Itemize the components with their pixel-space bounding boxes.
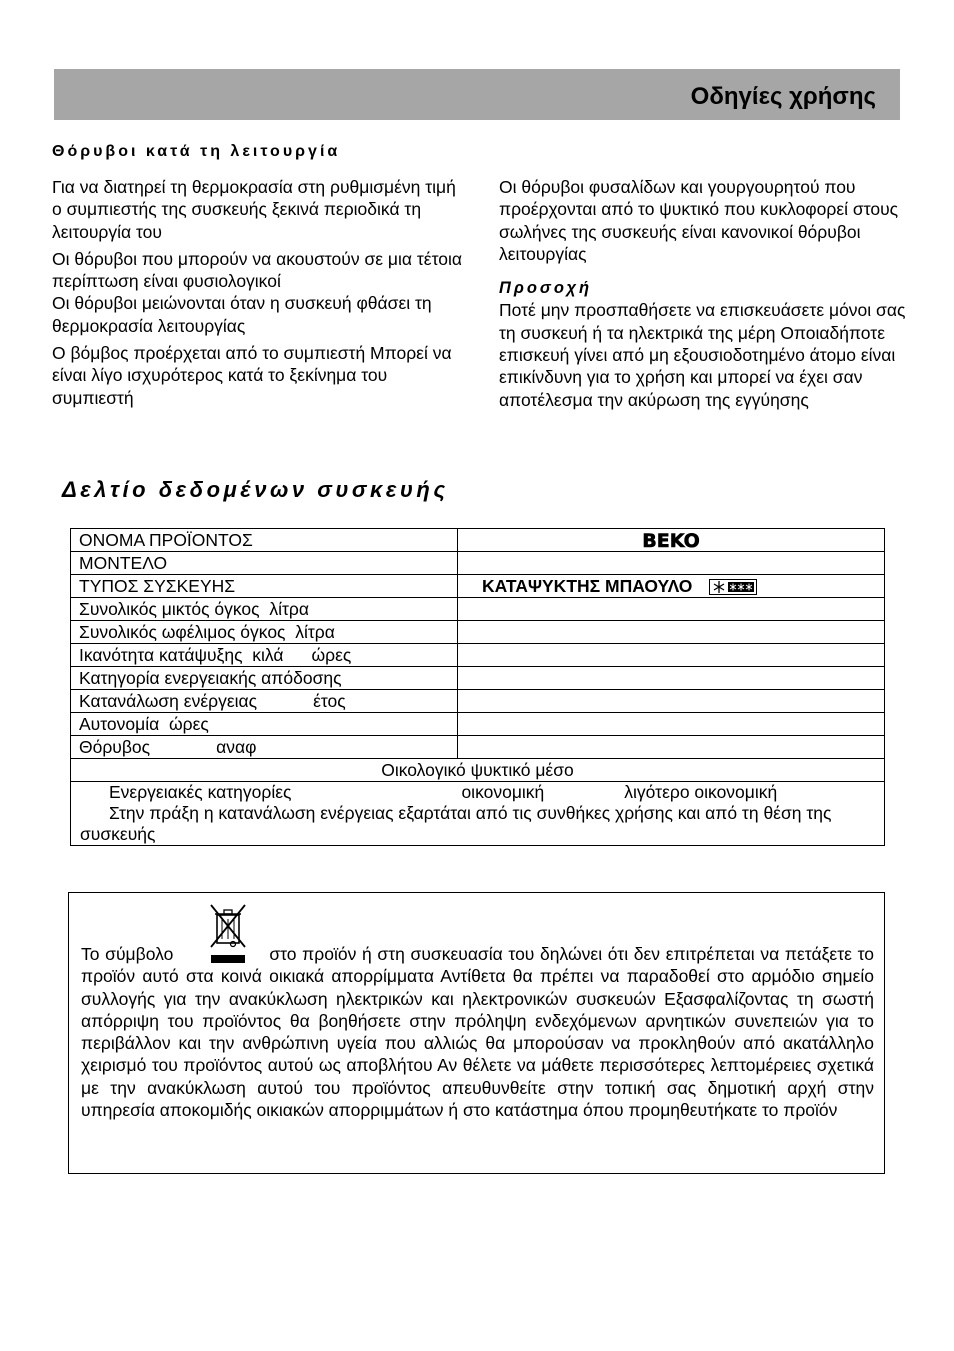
energy-categories-line <box>80 782 876 803</box>
model-value <box>458 552 885 575</box>
table-row <box>71 575 885 598</box>
freezing-capacity-value <box>458 644 885 667</box>
noise-value <box>458 736 885 759</box>
brand-logo-cell <box>458 529 885 552</box>
autonomy-label: Αυτονομία ώρες <box>71 713 458 736</box>
economical-label: οικονομική <box>461 782 545 802</box>
noise-right-paragraph: Οι θόρυβοι φυσαλίδων και γουργουρητού που προέρχονται από το ψυκτικό που κυκλοφορεί στους σωλήνες της συσκευής είναι κανονικοί θόρυβοι λειτουργίας <box>499 177 899 264</box>
table-row <box>71 690 885 713</box>
table-row <box>71 782 885 846</box>
header-bar <box>54 69 900 120</box>
noise-paragraph-1: Για να διατηρεί τη θερμοκρασία στη ρυθμισμένη τιμή ο συμπιεστής της συσκευής ξεκινά περιοδικά τη λειτουργία του <box>52 177 456 242</box>
noise-label: Θόρυβος αναφ <box>71 736 458 759</box>
table-row <box>71 713 885 736</box>
energy-class-value <box>458 667 885 690</box>
page-title: Οδηγίες χρήσης <box>690 83 876 110</box>
product-name-label: ΟΝΟΜΑ ΠΡΟΪΟΝΤΟΣ <box>71 529 458 552</box>
noise-section-heading: Θόρυβοι κατά τη λειτουργία <box>52 143 341 160</box>
table-row <box>71 621 885 644</box>
energy-consumption-value <box>458 690 885 713</box>
energy-consumption-label: Κατανάλωση ενέργειας έτος <box>71 690 458 713</box>
noise-paragraph-2b: Οι θόρυβοι μειώνονται όταν η συσκευή φθάσει τη θερμοκρασία λειτουργίας <box>52 293 432 336</box>
beko-logo-icon <box>629 530 713 550</box>
model-label: ΜΟΝΤΕΛΟ <box>71 552 458 575</box>
recycling-notice-box <box>68 892 885 1174</box>
noise-right-column <box>499 176 909 411</box>
table-row <box>71 759 885 782</box>
noise-paragraph-3: Ο βόμβος προέρχεται από το συμπιεστή Μπορεί να είναι λίγο ισχυρότερος κατά το ξεκίνημα του συμπιεστή <box>52 343 452 408</box>
refrigerant-label: Οικολογικό ψυκτικό μέσο <box>71 759 885 782</box>
table-row <box>71 736 885 759</box>
energy-notes-cell <box>71 782 885 846</box>
energy-categories-label: Ενεργειακές κατηγορίες <box>109 782 292 802</box>
type-value-cell <box>458 575 885 598</box>
practice-note: Στην πράξη η κατανάλωση ενέργειας εξαρτάται από τις συνθήκες χρήσης και από τη θέση της συσκευής <box>80 803 832 844</box>
type-label: ΤΥΠΟΣ ΣΥΣΚΕΥΗΣ <box>71 575 458 598</box>
gross-volume-value <box>458 598 885 621</box>
datasheet-title: Δελτίο δεδομένων συσκευής <box>62 477 449 502</box>
datasheet-table <box>70 528 885 846</box>
noise-left-column <box>52 176 462 409</box>
caution-heading: Προσοχή <box>499 279 593 298</box>
noise-paragraph-2a: Οι θόρυβοι που μπορούν να ακουστούν σε μια τέτοια περίπτωση είναι φυσιολογικοί <box>52 248 463 292</box>
net-volume-value <box>458 621 885 644</box>
net-volume-label: Συνολικός ωφέλιμος όγκος λίτρα <box>71 621 458 644</box>
type-value: ΚΑΤΑΨΥΚΤΗΣ ΜΠΑΟΥΛΟ <box>482 575 693 596</box>
table-row <box>71 598 885 621</box>
less-economical-label: λιγότερο οικονομική <box>624 782 778 802</box>
table-row <box>71 552 885 575</box>
caution-text: Ποτέ μην προσπαθήσετε να επισκευάσετε μόνοι σας τη συσκευή ή τα ηλεκτρικά της μέρη Οποιαδήποτε επισκευή γίνει από μη εξουσιοδοτημένο άτομο είναι επικίνδυνη για το χρήση και μπορεί να έχει σαν αποτέλεσμα την ακύρωση της εγγύησης <box>499 300 906 410</box>
freezing-capacity-label: Ικανότητα κατάψυξης κιλά ώρες <box>71 644 458 667</box>
four-star-freezer-icon <box>709 579 757 595</box>
recycling-text: Το σύμβολο στο προϊόν ή στη συσκευασία του δηλώνει ότι δεν επιτρέπεται να πετάξετε το προϊόν αυτό στα κοινά οικιακά απορρίμματα Αντίθετα θα πρέπει να παραδοθεί στο αρμόδιο σημείο συλλογής για την ανακύκλωση ηλεκτρικών και ηλεκτρονικών συσκευών Εξασφαλίζοντας τη σωστή απόρριψη του προϊόντος θα βοηθήσετε στην πρόληψη ενδεχόμενων αρνητικών συνεπειών για το περιβάλλον και την ανθρώπινη υγεία που αλλιώς θα μπορούσαν να προκληθούν από ακατάλληλο χειρισμό του προϊόντος αυτού ως αποβλήτου Αν θέλετε να μάθετε περισσότερες λεπτομέρειες σχετικά με την ανακύκλωση αυτού του προϊόντος απευθυνθείτε στην τοπική σας δημοτική αρχή στην υπηρεσία αποκομιδής οικιακών απορριμμάτων ή στο κατάστημα όπου προμηθευτήκατε το προϊόν <box>81 944 874 1121</box>
energy-class-label: Κατηγορία ενεργειακής απόδοσης <box>71 667 458 690</box>
table-row <box>71 667 885 690</box>
autonomy-value <box>458 713 885 736</box>
table-row <box>71 529 885 552</box>
svg-text:BEKO: BEKO <box>642 530 700 550</box>
gross-volume-label: Συνολικός μικτός όγκος λίτρα <box>71 598 458 621</box>
table-row <box>71 644 885 667</box>
